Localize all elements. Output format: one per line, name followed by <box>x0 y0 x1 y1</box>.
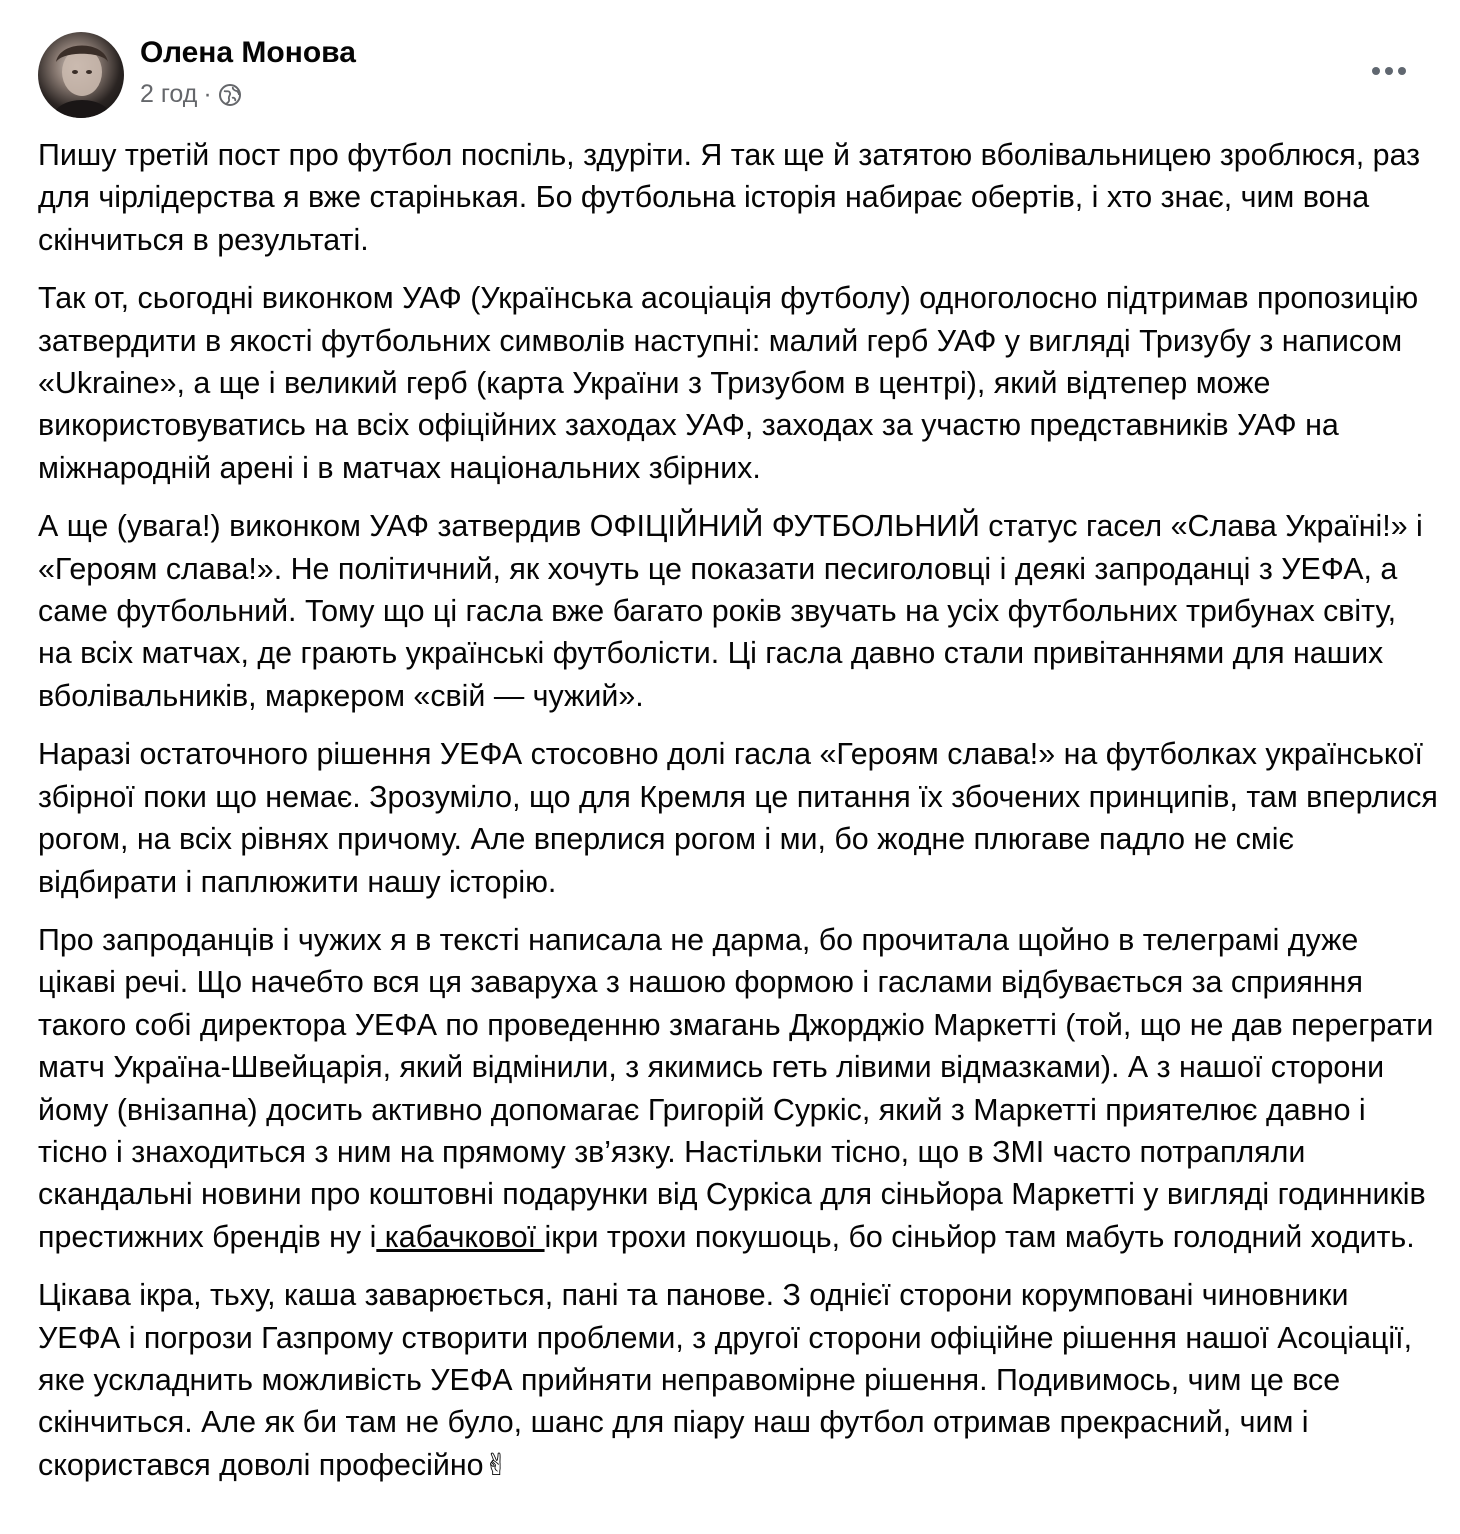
paragraph-3: А ще (увага!) виконком УАФ затвердив ОФІЦІЙНИЙ ФУТБОЛЬНИЙ статус гасел «Слава Україні!» і «Героям слава!». Не політичний, як хочуть це показати песиголовці і деякі запроданці з УЕФА, а саме футбольний. Тому що ці гасла вже багато років звучать на усіх футбольних трибунах світу, на всіх матчах, де грають українські футболісти. Ці гасла давно стали привітаннями для наших вболівальників, маркером «свій — чужий». <box>38 509 1423 713</box>
post-time[interactable]: 2 год <box>140 80 198 108</box>
author-name[interactable]: Олена Монова <box>140 36 356 69</box>
post-header <box>38 32 1422 122</box>
more-options-icon <box>1371 66 1407 76</box>
paragraph-4: Наразі остаточного рішення УЕФА стосовно долі гасла «Героям слава!» на футболках української збірної поки що немає. Зрозуміло, що для Кремля це питання їх збочених принципів, там вперлися рогом, на всіх рівнях причому. Але вперлися рогом і ми, бо жодне плюгаве падло не сміє відбирати і паплюжити нашу історію. <box>38 737 1438 899</box>
globe-icon[interactable] <box>218 83 242 107</box>
avatar-image <box>38 32 124 118</box>
victory-hand-emoji: ✌ <box>483 1447 510 1482</box>
hashtag-link[interactable]: кабачкової <box>376 1219 545 1254</box>
paragraph-5-text-a: Про запроданців і чужих я в тексті написала не дарма, бо прочитала щойно в телеграмі дуже цікаві речі. Що начебто вся ця заваруха з нашою формою і гаслами відбувається за сприяння такого собі директора УЕФА по проведенню змагань Джорджіо Маркетті (той, що не дав переграти матч Україна-Швейцарія, який відмінили, з якимись геть лівими відмазками). А з нашої сторони йому (внізапна) досить активно допомагає Григорій Суркіс, який з Маркетті приятелює давно і тісно і знаходиться з ним на прямому зв’язку. Настільки тісно, що в ЗМІ часто потрапляли скандальні новини про коштовні подарунки від Суркіса для сіньйора Маркетті у вигляді годинників престижних брендів ну і <box>38 922 1434 1254</box>
paragraph-1: Пишу третій пост про футбол поспіль, здуріти. Я так ще й затятою вболівальницею зроблюся, раз для чірлідерства я вже старінькая. Бо футбольна історія набирає обертів, і хто знає, чим вона скінчиться в результаті. <box>38 138 1421 257</box>
avatar[interactable] <box>38 32 124 118</box>
paragraph-2: Так от, сьогодні виконком УАФ (Українська асоціація футболу) одноголосно підтримав пропозицію затвердити в якості футбольних символів наступні: малий герб УАФ у вигляді Тризубу з написом «Ukraine», а ще і великий герб (карта України з Тризубом в центрі), який відтепер може використовуватись на всіх офіційних заходах УАФ, заходах за участю представників УАФ на міжнародній арені і в матчах національних збірних. <box>38 281 1419 485</box>
paragraph-5 <box>38 919 1438 1258</box>
paragraph-6-text: Цікава ікра, тьху, каша заварюється, пані та панове. З однієї сторони корумповані чиновники УЕФА і погрози Газпрому створити проблеми, з другої сторони офіційне рішення нашої Асоціації, яке ускладнить можливість УЕФА прийняти неправомірне рішення. Подивимось, чим це все скінчиться. Але як би там не було, шанс для піару наш футбол отримав прекрасний, чим і скористався доволі професійно <box>38 1278 1413 1482</box>
post-meta <box>140 80 242 109</box>
paragraph-5-text-b: ікри трохи покушоць, бо сіньйор там мабуть голодний ходить. <box>544 1219 1415 1254</box>
meta-separator: · <box>203 80 212 108</box>
paragraph-6 <box>38 1274 1438 1486</box>
more-options-button[interactable] <box>1362 54 1416 88</box>
post-body <box>38 134 1438 1502</box>
